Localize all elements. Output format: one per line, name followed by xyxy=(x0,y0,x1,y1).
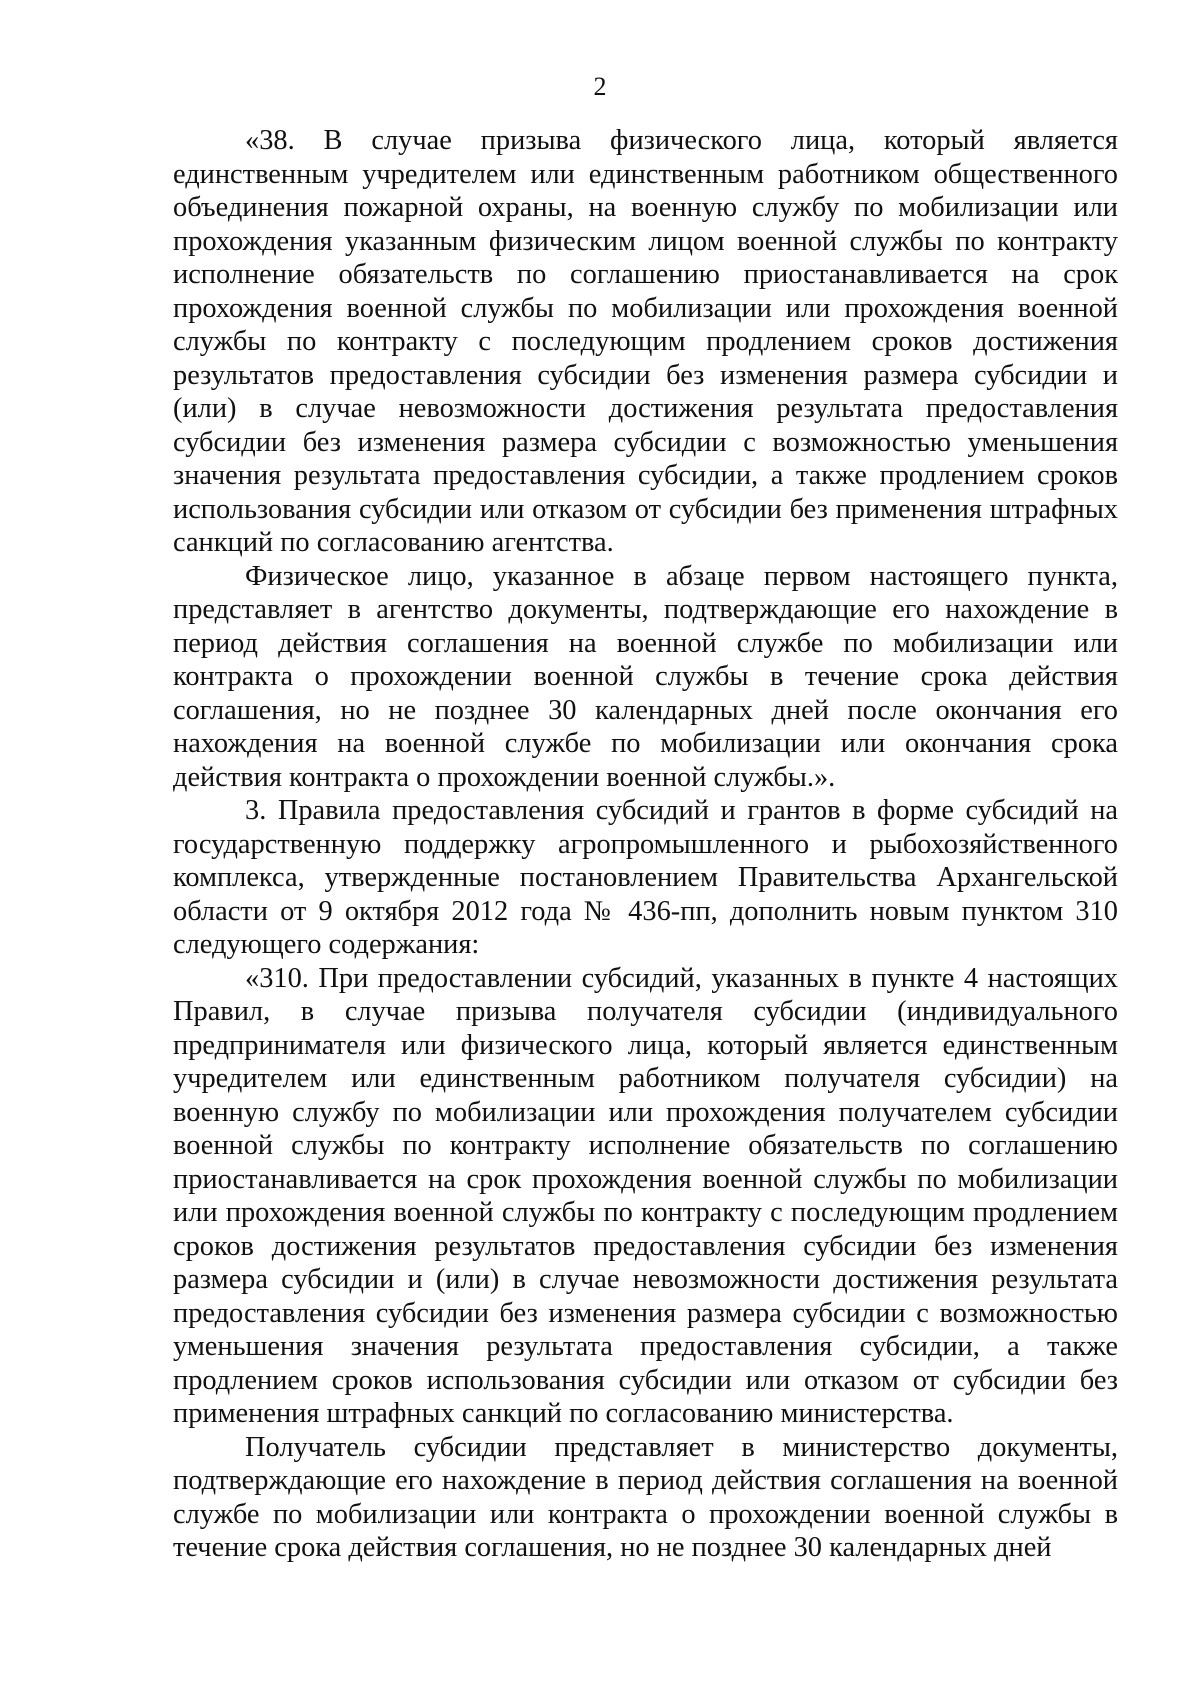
paragraph-clause-38-second: Физическое лицо, указанное в абзаце первом настоящего пункта, представляет в агентство документы, подтверждающие его нахождение в период действия соглашения на военной службе по мобилизации или контракта о прохождении военной службы в течение срока действия соглашения, но не позднее 30 календарных дней после окончания его нахождения на военной службе по мобилизации или окончания срока действия контракта о прохождении военной службы.». xyxy=(173,560,1118,793)
document-body xyxy=(173,124,1118,1565)
page-number: 2 xyxy=(593,72,607,101)
paragraph-clause-310: «310. При предоставлении субсидий, указанных в пункте 4 настоящих Правил, в случае призыва получателя субсидии (индивидуального предпринимателя или физического лица, который является единственным учредителем или единственным работником получателя субсидии) на военную службу по мобилизации или прохождения получателем субсидии военной службы по контракту исполнение обязательств по соглашению приостанавливается на срок прохождения военной службы по мобилизации или прохождения военной службы по контракту с последующим продлением сроков достижения результатов предоставления субсидии без изменения размера субсидии и (или) в случае невозможности достижения результата предоставления субсидии без изменения размера субсидии с возможностью уменьшения значения результата предоставления субсидии, а также продлением сроков использования субсидии или отказом от субсидии без применения штрафных санкций по согласованию министерства. xyxy=(173,962,1118,1429)
paragraph-clause-310-second: Получатель субсидии представляет в министерство документы, подтверждающие его нахождение в период действия соглашения на военной службе по мобилизации или контракта о прохождении военной службы в течение срока действия соглашения, но не позднее 30 календарных дней xyxy=(173,1431,1118,1563)
paragraph-item-3: 3. Правила предоставления субсидий и грантов в форме субсидий на государственную поддержку агропромышленного и рыбохозяйственного комплекса, утвержденные постановлением Правительства Архангельской области от 9 октября 2012 года № 436-пп, дополнить новым пунктом 310 следующего содержания: xyxy=(173,795,1118,960)
paragraph-clause-38: «38. В случае призыва физического лица, который является единственным учредителем или единственным работником общественного объединения пожарной охраны, на военную службу по мобилизации или прохождения указанным физическим лицом военной службы по контракту исполнение обязательств по соглашению приостанавливается на срок прохождения военной службы по мобилизации или прохождения военной службы по контракту с последующим продлением сроков достижения результатов предоставления субсидии без изменения размера субсидии и (или) в случае невозможности достижения результата предоставления субсидии без изменения размера субсидии с возможностью уменьшения значения результата предоставления субсидии, а также продлением сроков использования субсидии или отказом от субсидии без применения штрафных санкций по согласованию агентства. xyxy=(173,125,1118,558)
